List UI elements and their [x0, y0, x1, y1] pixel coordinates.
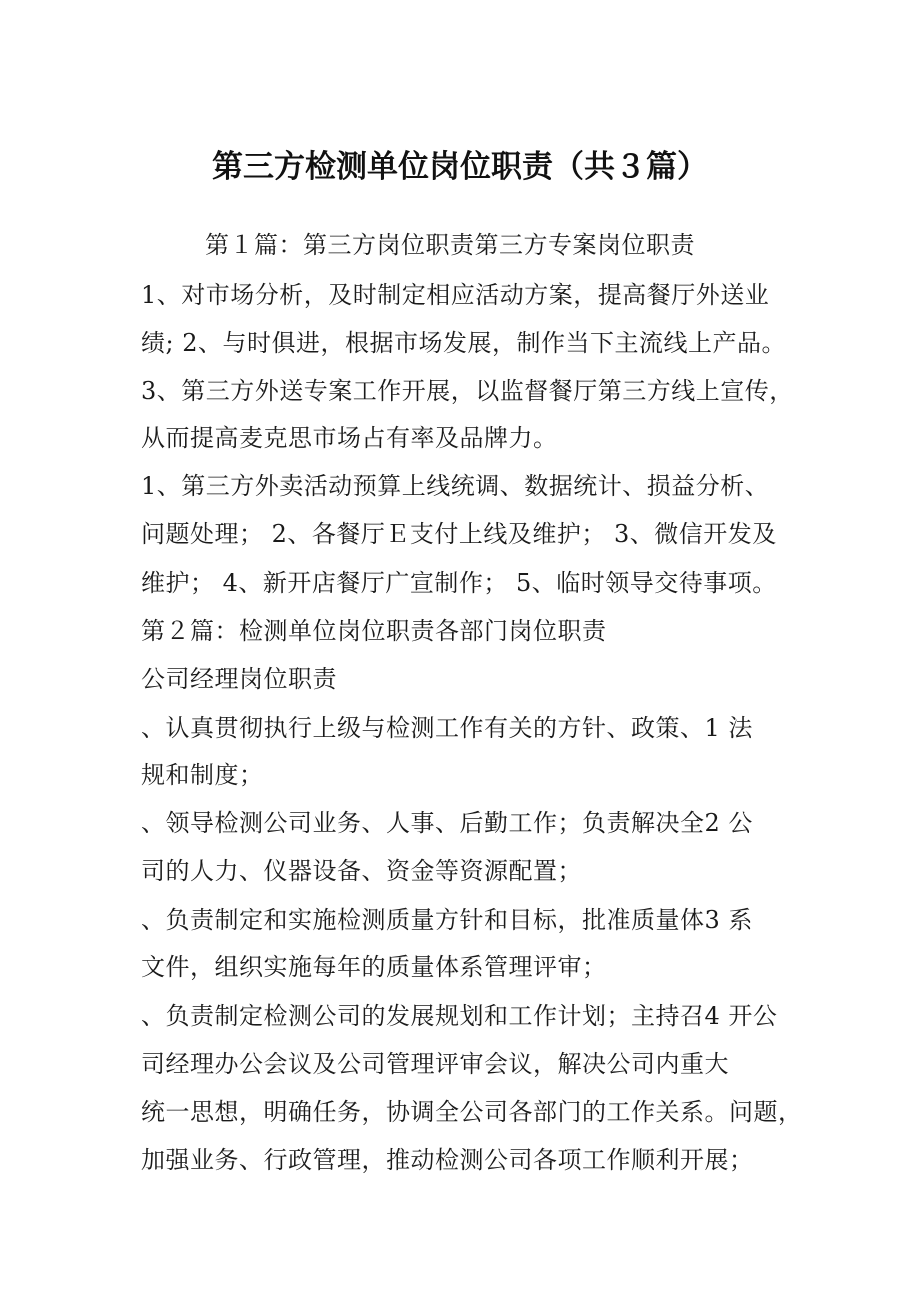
text-line: 规和制度；: [141, 761, 264, 789]
section-1-heading: 第１篇：第三方岗位职责第三方专案岗位职责: [205, 231, 695, 259]
text-line: 、负责制定检测公司的发展规划和工作计划；主持召4 开公: [141, 1002, 778, 1030]
text-line: 统一思想，明确任务，协调全公司各部门的工作关系。问题，: [141, 1098, 803, 1126]
text-line: 加强业务、行政管理，推动检测公司各项工作顺利开展；: [141, 1146, 754, 1174]
text-line: 、领导检测公司业务、人事、后勤工作；负责解决全2 公: [141, 809, 753, 837]
text-line: 维护； 4、新开店餐厅广宣制作； 5、临时领导交待事项。: [141, 569, 777, 597]
text-line: 3、第三方外送专案工作开展，以监督餐厅第三方线上宣传，: [141, 377, 794, 405]
text-line: 绩; 2、与时俱进，根据市场发展，制作当下主流线上产品。: [141, 329, 786, 357]
text-line: 从而提高麦克思市场占有率及品牌力。: [141, 424, 558, 452]
text-line: 司经理办公会议及公司管理评审会议，解决公司内重大: [141, 1050, 729, 1078]
section-2-heading: 第２篇：检测单位岗位职责各部门岗位职责: [141, 617, 607, 645]
text-line: 、认真贯彻执行上级与检测工作有关的方针、政策、1 法: [141, 714, 753, 742]
text-line: 1、对市场分析，及时制定相应活动方案，提高餐厅外送业: [141, 281, 770, 309]
text-line: 问题处理； 2、各餐厅Ｅ支付上线及维护； 3、微信开发及: [141, 520, 777, 548]
text-line: 文件，组织实施每年的质量体系管理评审；: [141, 953, 607, 981]
subsection-heading: 公司经理岗位职责: [141, 665, 337, 693]
document-title: 第三方检测单位岗位职责（共３篇）: [212, 149, 708, 185]
text-line: 司的人力、仪器设备、资金等资源配置；: [141, 857, 582, 885]
text-line: 1、第三方外卖活动预算上线统调、数据统计、损益分析、: [141, 472, 770, 500]
text-line: 、负责制定和实施检测质量方针和目标，批准质量体3 系: [141, 906, 753, 934]
